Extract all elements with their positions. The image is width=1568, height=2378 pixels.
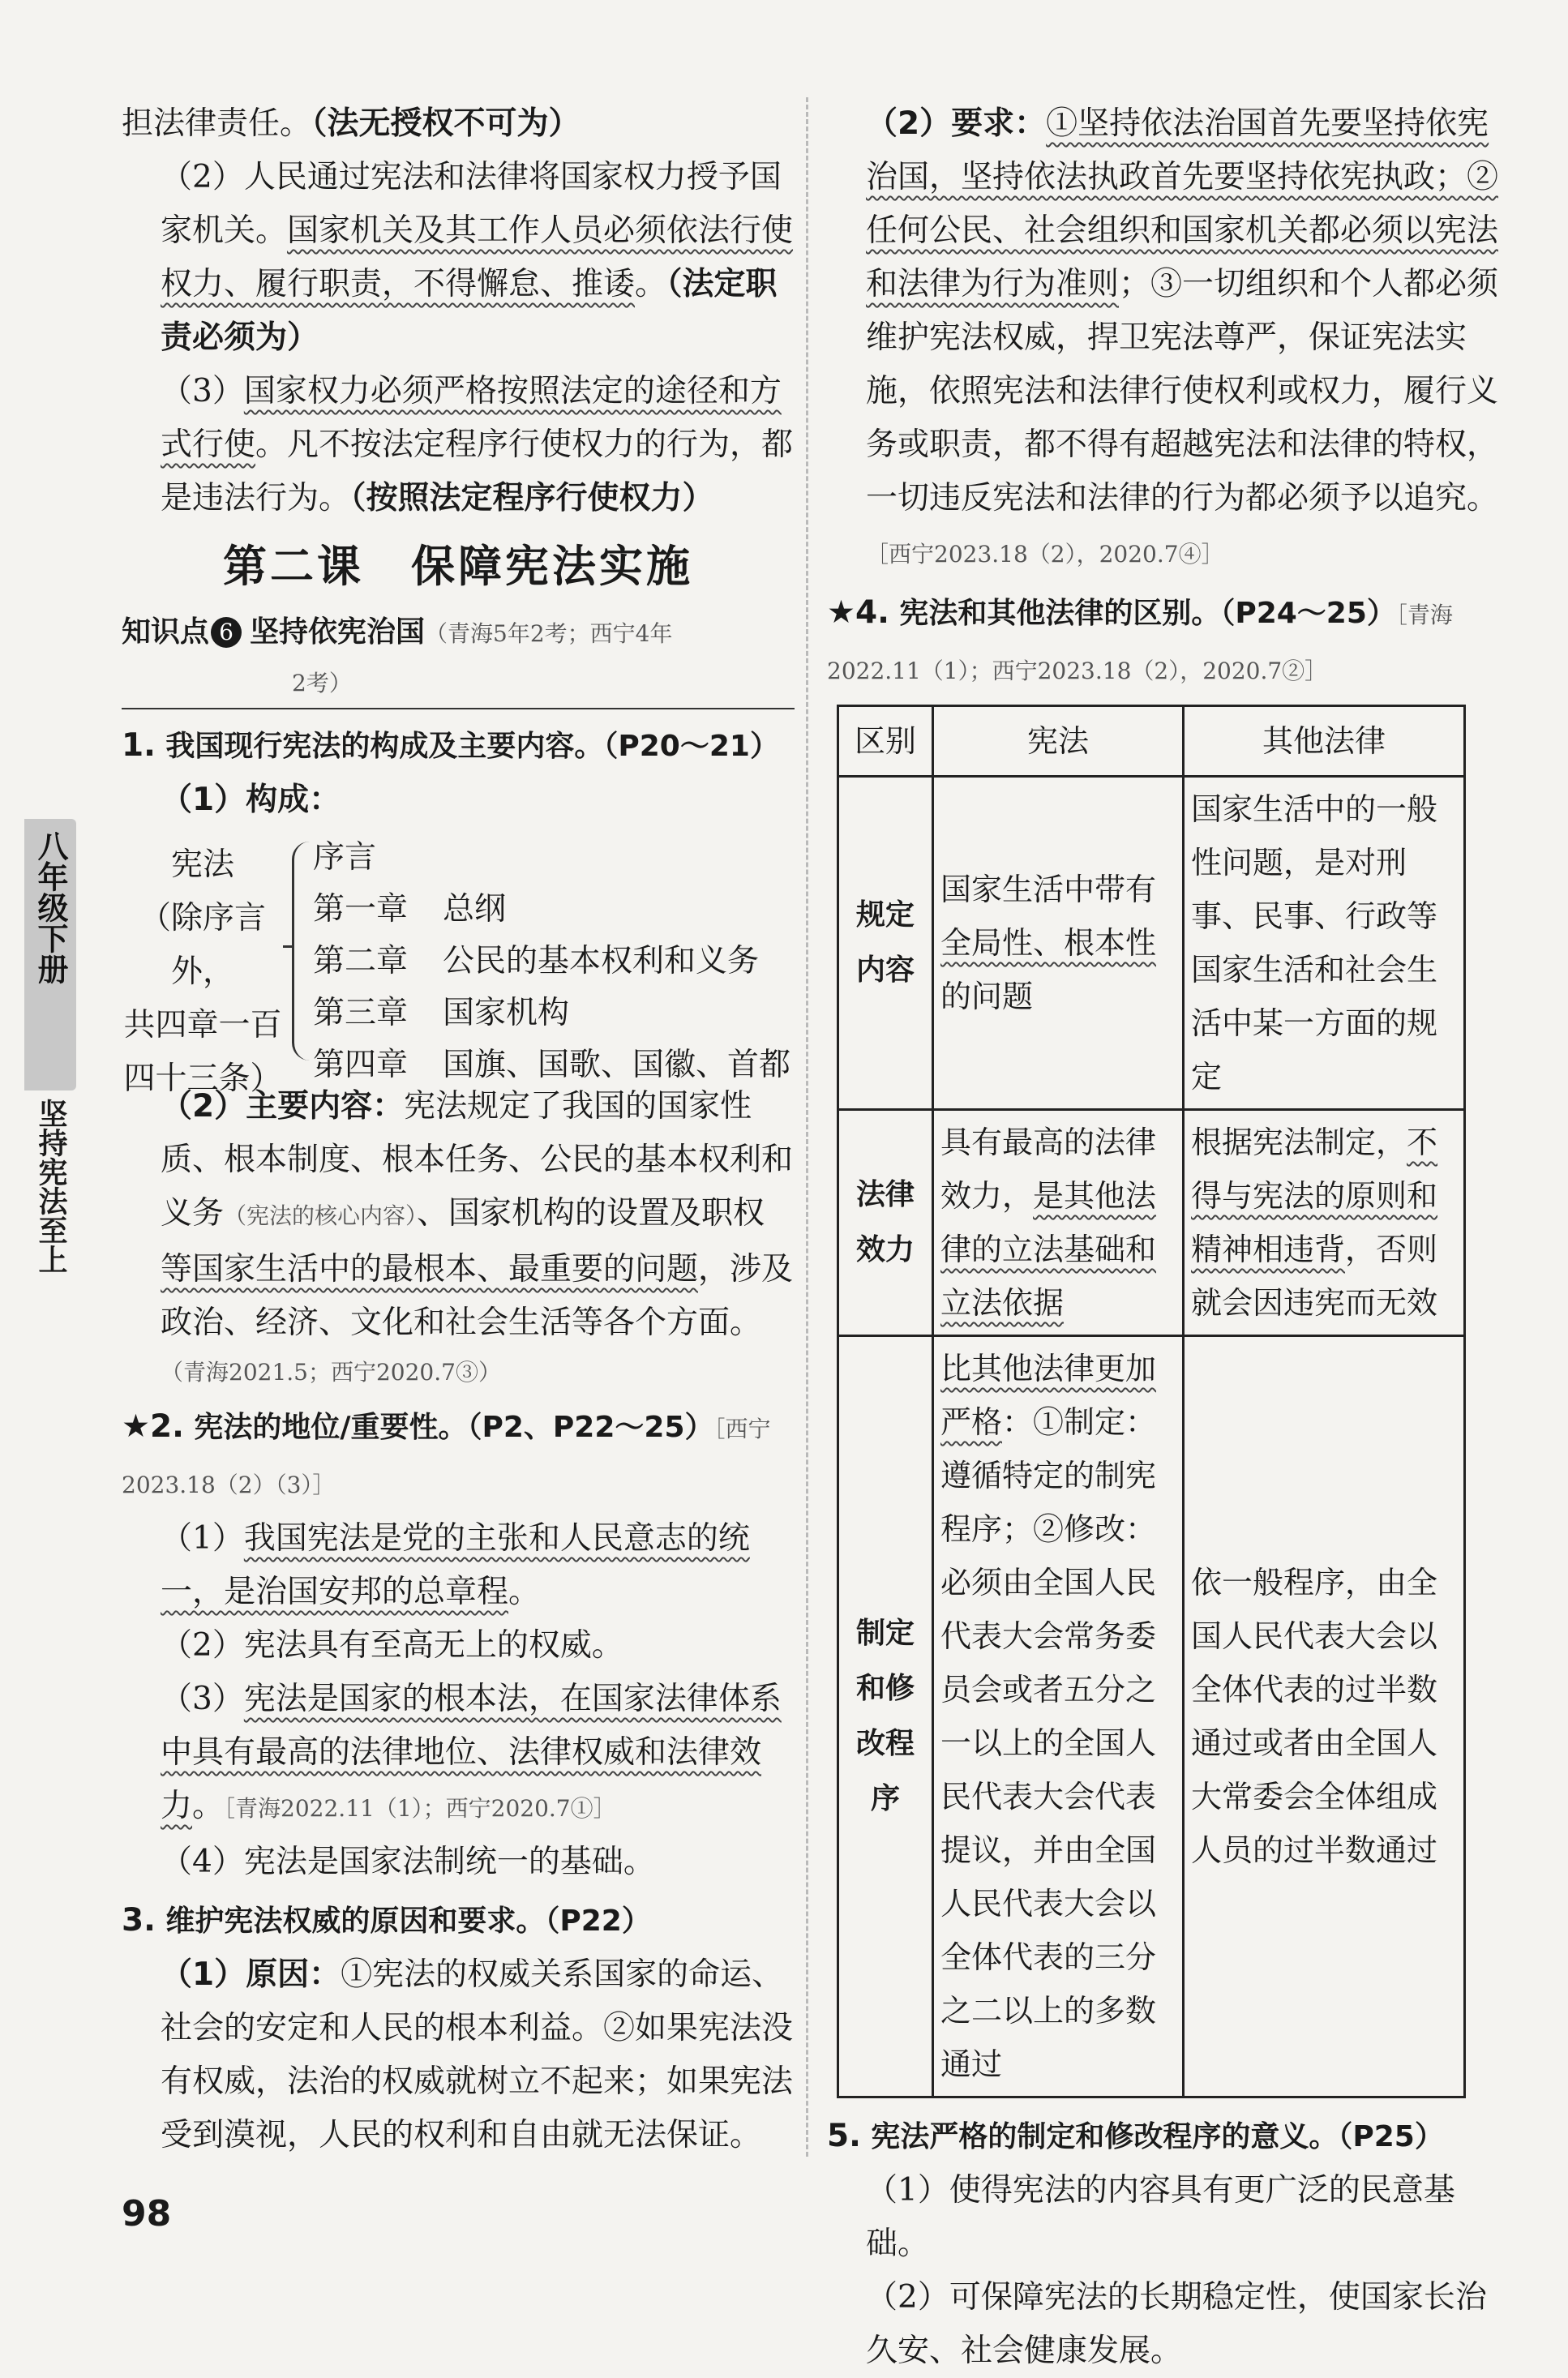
structure-left: 宪法 （除序言外， 共四章一百 四十三条） (123, 846, 282, 1097)
question-2: ★2. 宪法的地位/重要性。（P2、P22～25）［西宁2023.18（2）（3）］ (122, 1408, 771, 1498)
question-1: 1. 我国现行宪法的构成及主要内容。（P20～21） (122, 727, 779, 764)
question-3-p1: （1）原因：①宪法的权威关系国家的命运、社会的安定和人民的根本利益。②如果宪法没有权威，法治的权威就树立不起来；如果宪法受到漠视，人民的权利和自由就无法保证。 (161, 1956, 794, 2153)
table-row (838, 777, 1465, 1110)
question-2-p2: （2）宪法具有至高无上的权威。 (161, 1627, 623, 1664)
table-row (838, 1336, 1465, 2097)
structure-right (313, 832, 790, 1091)
lesson-title: 第二课 保障宪法实施 (223, 541, 693, 592)
question-2-p4: （4）宪法是国家法制统一的基础。 (161, 1844, 655, 1880)
column-header: 其他法律 (1184, 706, 1465, 777)
knowledge-point-title: 坚持依宪治国 (250, 615, 426, 649)
chapter-row: 第二章 公民的基本权利和义务 (313, 943, 760, 979)
brace (292, 842, 312, 1060)
knowledge-point-ref: （青海5年2考；西宁4年 (425, 620, 673, 647)
question-1-sub1: （1）构成： (161, 782, 341, 818)
question-2-p1: （1）我国宪法是党的主张和人民意志的统一，是治国安邦的总章程。 (161, 1520, 750, 1610)
right-column (827, 97, 1500, 2378)
page-number: 98 (122, 2193, 172, 2234)
table-row (838, 1110, 1465, 1336)
question-5: 5. 宪法严格的制定和修改程序的意义。（P25） (827, 2118, 1444, 2154)
row-header: 规定内容 (838, 777, 933, 1110)
chapter-row: 第三章 国家机构 (313, 995, 570, 1031)
constitution-structure (122, 832, 795, 1097)
knowledge-point-ref-cont: 2考） (292, 670, 352, 696)
question-2-p3: （3）宪法是国家的根本法，在国家法律体系中具有最高的法律地位、法律权威和法律效力。［青海2022.11（1）；西宁2020.7①］ (161, 1681, 782, 1824)
question-1-ref: （青海2021.5；西宁2020.7③） (161, 1359, 501, 1386)
unit-tab (24, 1099, 76, 1283)
left-column (122, 97, 795, 2162)
table-cell: 国家生活中的一般性问题，是对刑事、民事、行政等国家生活和社会生活中某一方面的规定 (1184, 777, 1465, 1110)
paragraph: （3）国家权力必须严格按照法定的途径和方式行使。凡不按法定程序行使权力的行为，都是违法行为。（按照法定程序行使权力） (161, 373, 794, 516)
chapter-row: 序言 (313, 839, 377, 876)
knowledge-point-number: 6 (211, 617, 242, 648)
grade-tab-label: 八年级下册 (32, 830, 68, 984)
paragraph: （2）要求：①坚持依法治国首先要坚持依宪治国，坚持依法执政首先要坚持依宪执政；②任何公民、社会组织和国家机关都必须以宪法和法律为行为准则；③一切组织和个人都必须维护宪法权威，捍卫宪法尊严，保证宪法实施，依照宪法和法律行使权利或权力，履行义务或职责，都不得有超越宪法和法律的特权，一切违反宪法和法律的行为都必须予以追究。［西宁2023.18（2），2020.7④］ (866, 105, 1499, 568)
table-cell: 国家生活中带有全局性、根本性的问题 (933, 777, 1184, 1110)
row-header: 法律效力 (838, 1110, 933, 1336)
chapter-row: 第四章 国旗、国歌、国徽、首都 (313, 1047, 791, 1083)
column-divider (806, 97, 808, 2157)
table-cell: 依一般程序，由全国人民代表大会以全体代表的过半数通过或者由全国人大常委会全体组成人员的过半数通过 (1184, 1336, 1465, 2097)
question-4: ★4. 宪法和其他法律的区别。（P24～25）［青海2022.11（1）；西宁2023.18（2），2020.7②］ (827, 594, 1453, 684)
paragraph: 担法律责任。（法无授权不可为） (122, 105, 581, 142)
row-header: 制定和修改程序 (838, 1336, 933, 2097)
table-cell: 根据宪法制定，不得与宪法的原则和精神相违背，否则就会因违宪而无效 (1184, 1110, 1465, 1336)
chapter-row: 第一章 总纲 (313, 891, 507, 928)
paragraph: （2）人民通过宪法和法律将国家权力授予国家机关。国家机关及其工作人员必须依法行使权力、履行职责，不得懈怠、推诿。（法定职责必须为） (161, 159, 794, 356)
column-header: 宪法 (933, 706, 1184, 777)
knowledge-point-header (122, 605, 795, 709)
table-cell: 比其他法律更加严格：①制定：遵循特定的制宪程序；②修改：必须由全国人民代表大会常务委员会或者五分之一以上的全国人民代表大会代表提议，并由全国人民代表大会以全体代表的三分之二以上的多数通过 (933, 1336, 1184, 2097)
question-1-sub2: （2）主要内容：宪法规定了我国的国家性质、根本制度、根本任务、公民的基本权利和义务（宪法的核心内容）、国家机构的设置及职权等国家生活中的最根本、最重要的问题，涉及政治、经济、文化和社会生活等各个方面。 (161, 1088, 794, 1341)
column-header: 区别 (838, 706, 933, 777)
grade-tab (24, 819, 76, 1090)
question-5-p2: （2）可保障宪法的长期稳定性，使国家长治久安、社会健康发展。 (866, 2279, 1487, 2369)
table-header-row (838, 706, 1465, 777)
unit-tab-label: 坚持宪法至上 (34, 1099, 67, 1274)
question-3: 3. 维护宪法权威的原因和要求。（P22） (122, 1902, 651, 1939)
knowledge-point-label: 知识点 (122, 615, 210, 649)
table-cell: 具有最高的法律效力，是其他法律的立法基础和立法依据 (933, 1110, 1184, 1336)
comparison-table (837, 705, 1466, 2098)
question-5-p1: （1）使得宪法的内容具有更广泛的民意基础。 (866, 2172, 1455, 2262)
